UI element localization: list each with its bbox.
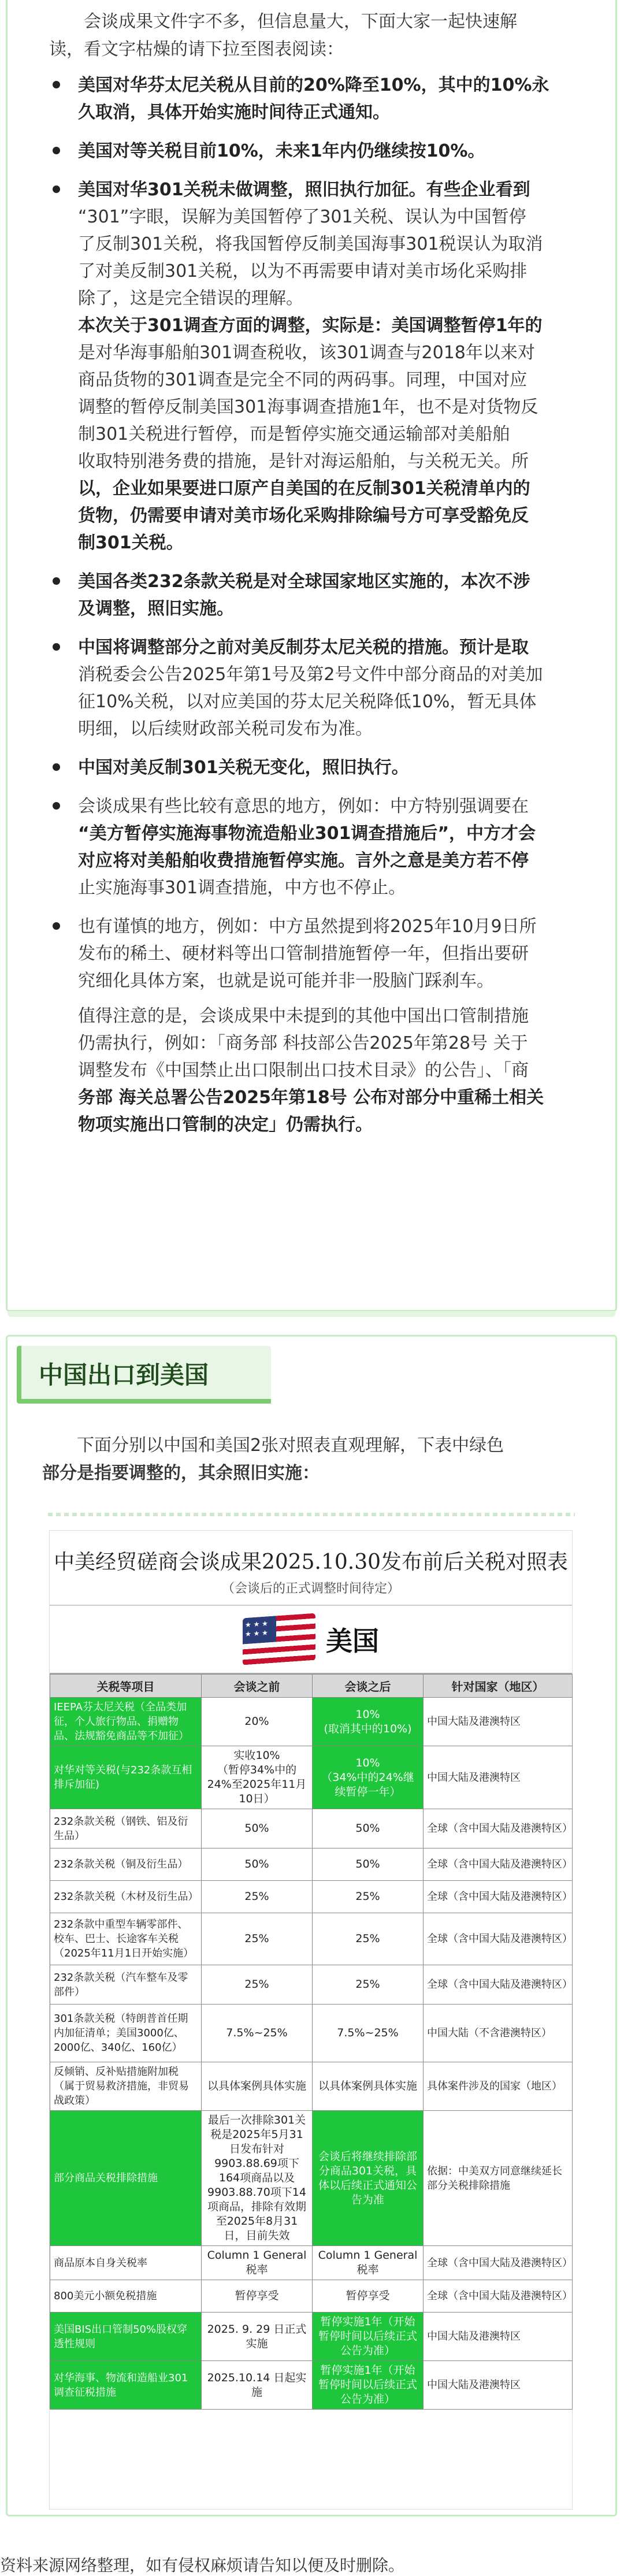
note-line: 务部 海关总署公告2025年第18号 公布对部分中重稀土相关 <box>78 1087 544 1108</box>
table-cell-region: 全球（含中国大陆及港澳特区） <box>424 1965 573 2005</box>
table-cell-before: 20% <box>202 1698 313 1746</box>
table-cell-item: 美国BIS出口管制50%股权穿透性规则 <box>50 2313 202 2361</box>
table-cell-before: 7.5%~25% <box>202 2005 313 2062</box>
dotted-divider <box>48 1513 575 1516</box>
table-row <box>50 2313 573 2361</box>
table-cell-before: Column 1 General税率 <box>202 2246 313 2280</box>
table-cell-region: 全球（含中国大陆及港澳特区） <box>424 1849 573 1881</box>
bullet-line: 本次关于301调查方面的调整，实际是：美国调整暂停1年的 <box>78 315 543 336</box>
table-row <box>50 1881 573 1913</box>
table-row <box>50 2280 573 2313</box>
table-row <box>50 2111 573 2246</box>
table-row <box>50 1965 573 2005</box>
table-cell-region: 中国大陆及港澳特区 <box>424 1698 573 1746</box>
bullet-item <box>49 568 575 622</box>
table-row <box>50 2246 573 2280</box>
table-cell-before: 25% <box>202 1965 313 2005</box>
country-header <box>50 1606 572 1674</box>
table-cell-region: 全球（含中国大陆及港澳特区） <box>424 2280 573 2313</box>
table-cell-item: 商品原本自身关税率 <box>50 2246 202 2280</box>
bullet-line: 除了，这是完全错误的理解。 <box>78 288 303 309</box>
bullet-line: 也有谨慎的地方，例如：中方虽然提到将2025年10月9日所 <box>78 916 537 937</box>
bullet-line: 止实施海事301调查措施，中方也不停止。 <box>78 878 406 898</box>
bullet-item <box>49 634 575 743</box>
bullet-dot-icon <box>53 643 60 651</box>
bullet-line: 及调整，照旧实施。 <box>78 599 234 619</box>
table-cell-item: 232条款中重型车辆零部件、校车、巴士、长途客车关税（2025年11月1日开始实施） <box>50 1913 202 1965</box>
bullet-line: 征10%关税，以对应美国的芬太尼关税降低10%，暂无具体 <box>78 692 537 712</box>
bullet-line: 消税委会公告2025年第1号及第2号文件中部分商品的对美加 <box>78 665 543 685</box>
footer-note: 资料来源网络整理，如有侵权麻烦请告知以便及时删除。 <box>0 2556 405 2575</box>
table-cell-before: 最后一次排除301关税是2025年5月31日发布针对9903.88.69项下164项商品以及9903.88.70项下14项商品，排除有效期至2025年8月31日，目前失效 <box>202 2111 313 2246</box>
table-cell-item: 232条款关税（木材及衍生品） <box>50 1881 202 1913</box>
section-title: 中国出口到美国 <box>39 1361 209 1389</box>
note-line: 仍需执行，例如：「商务部 科技部公告2025年第28号 关于 <box>78 1033 528 1053</box>
bullet-line: 制301关税进行暂停，而是暂停实施交通运输部对美船舶 <box>78 424 510 444</box>
table-row <box>50 1849 573 1881</box>
table-cell-item: 232条款关税（铜及衍生品） <box>50 1849 202 1881</box>
table-cell-after: 暂停实施1年（开始暂停时间以后续正式公告为准） <box>313 2313 424 2361</box>
table-cell-region: 依据：中美双方同意继续延长部分关税排除措施 <box>424 2111 573 2246</box>
table-cell-after: Column 1 General税率 <box>313 2246 424 2280</box>
table-cell-after: 暂停实施1年（开始暂停时间以后续正式公告为准） <box>313 2361 424 2410</box>
table-subtitle: （会谈后的正式调整时间待定） <box>221 1582 400 1596</box>
bullet-line: 美国对等关税目前10%，未来1年内仍继续按10%。 <box>78 141 485 161</box>
note-paragraph <box>49 1003 575 1138</box>
table-row <box>50 1746 573 1809</box>
bullet-dot-icon <box>53 922 60 930</box>
bullet-line: 制301关税。 <box>78 533 184 553</box>
table-cell-before: 25% <box>202 1881 313 1913</box>
bullet-line: 明细，以后续财政部关税司发布为准。 <box>78 719 373 739</box>
table-cell-before: 以具体案例具体实施 <box>202 2062 313 2111</box>
note-line: 调整发布《中国禁止出口限制出口技术目录》的公告」、「商 <box>78 1060 529 1081</box>
bullet-dot-icon <box>53 147 60 154</box>
table-cell-after: 25% <box>313 1913 424 1965</box>
bullet-item <box>49 793 575 901</box>
section-tag <box>17 1346 271 1404</box>
column-header: 会谈之前 <box>202 1675 313 1698</box>
table-cell-after: 50% <box>313 1809 424 1849</box>
table-cell-item: 232条款关税（汽车整车及零部件） <box>50 1965 202 2005</box>
bullet-dot-icon <box>53 185 60 193</box>
table-title-block <box>50 1531 572 1606</box>
table-cell-item: IEEPA芬太尼关税（全品类加征，个人旅行物品、捐赠物品、法规豁免商品等不加征） <box>50 1698 202 1746</box>
bullet-line: 美国对华301关税未做调整，照旧执行加征。有些企业看到 <box>78 180 530 200</box>
bullet-line: 了对美反制301关税，以为不再需要申请对美市场化采购排 <box>78 261 528 281</box>
bullet-list <box>49 72 575 994</box>
table-cell-after: 25% <box>313 1965 424 2005</box>
bullet-line: “美方暂停实施海事物流造船业301调查措施后”，中方才会 <box>78 823 536 844</box>
bullet-item <box>49 138 575 165</box>
column-header: 针对国家（地区） <box>424 1675 573 1698</box>
table-row <box>50 1913 573 1965</box>
intro-paragraph <box>49 0 575 64</box>
table-cell-after: 会谈后将继续排除部分商品301关税，具体以后续正式通知公告为准 <box>313 2111 424 2246</box>
bullet-dot-icon <box>53 802 60 810</box>
table-cell-after: 50% <box>313 1849 424 1881</box>
column-header: 会谈之后 <box>313 1675 424 1698</box>
intro-line: 会谈成果文件字不多，但信息量大，下面大家一起快速解 <box>84 12 517 32</box>
rates-table <box>50 1674 573 2410</box>
bullet-line: 以，企业如果要进口原产自美国的在反制301关税清单内的 <box>78 478 530 499</box>
bullet-line: 商品货物的301调查是完全不同的两码事。同理，中国对应 <box>78 370 528 390</box>
table-cell-after: 以具体案例具体实施 <box>313 2062 424 2111</box>
table-cell-item: 对华对等关税(与232条款互相排斥加征) <box>50 1746 202 1809</box>
bullet-line: 了反制301关税，将我国暂停反制美国海事301税误认为取消 <box>78 234 543 254</box>
bullet-dot-icon <box>53 81 60 88</box>
table-cell-region: 中国大陆及港澳特区 <box>424 2313 573 2361</box>
bullet-line: 收取特别港务费的措施，是针对海运船舶，与关税无关。所 <box>78 451 529 472</box>
bullet-item <box>49 754 575 781</box>
table-cell-before: 实收10% （暂停34%中的24%至2025年11月10日） <box>202 1746 313 1809</box>
bullet-line: “301”字眼，误解为美国暂停了301关税、误认为中国暂停 <box>78 207 526 227</box>
bullet-dot-icon <box>53 763 60 771</box>
bullet-dot-icon <box>53 577 60 585</box>
country-name: 美国 <box>326 1625 379 1657</box>
section-paragraph <box>42 1432 585 1487</box>
bullet-line: 久取消，具体开始实施时间待正式通知。 <box>78 102 390 123</box>
bullet-item <box>49 913 575 994</box>
note-line: 物项实施出口管制的决定」仍需执行。 <box>78 1115 373 1135</box>
table-cell-before: 50% <box>202 1849 313 1881</box>
table-cell-item: 232条款关税（钢铁、铝及衍生品） <box>50 1809 202 1849</box>
table-cell-before: 25% <box>202 1913 313 1965</box>
table-title: 中美经贸磋商会谈成果2025.10.30发布前后关税对照表 <box>53 1550 569 1574</box>
table-cell-region: 全球（含中国大陆及港澳特区） <box>424 2246 573 2280</box>
table-cell-after: 10% (取消其中的10%) <box>313 1698 424 1746</box>
bullet-line: 中国对美反制301关税无变化，照旧执行。 <box>78 758 409 778</box>
bullet-line: 会谈成果有些比较有意思的地方，例如：中方特别强调要在 <box>78 796 529 816</box>
table-cell-region: 中国大陆（不含港澳特区） <box>424 2005 573 2062</box>
intro-line: 读，看文字枯燥的请下拉至图表阅读： <box>49 39 344 60</box>
bullet-line: 美国各类232条款关税是对全球国家地区实施的，本次不涉 <box>78 571 530 592</box>
table-cell-after: 暂停享受 <box>313 2280 424 2313</box>
bullet-line: 发布的稀土、硬材料等出口管制措施暂停一年，但指出要研 <box>78 944 529 964</box>
bullet-line: 美国对华芬太尼关税从目前的20%降至10%，其中的10%永 <box>78 75 549 95</box>
bullet-item <box>49 176 575 556</box>
bullet-line: 对应将对美船舶收费措施暂停实施。言外之意是美方若不停 <box>78 851 529 871</box>
table-row <box>50 2062 573 2111</box>
table-cell-region: 中国大陆及港澳特区 <box>424 1746 573 1809</box>
tariff-comparison-table <box>49 1530 573 2510</box>
table-cell-after: 10% （34%中的24%继续暂停一年） <box>313 1746 424 1809</box>
table-header-row <box>50 1675 573 1698</box>
table-cell-item: 301条款关税（特朗普首任期内加征清单；美国3000亿、2000亿、340亿、160亿） <box>50 2005 202 2062</box>
table-cell-after: 7.5%~25% <box>313 2005 424 2062</box>
summary-card <box>6 0 617 1312</box>
table-row <box>50 2005 573 2062</box>
table-cell-region: 中国大陆及港澳特区 <box>424 2361 573 2410</box>
table-cell-before: 暂停享受 <box>202 2280 313 2313</box>
table-cell-region: 全球（含中国大陆及港澳特区） <box>424 1881 573 1913</box>
table-cell-region: 全球（含中国大陆及港澳特区） <box>424 1913 573 1965</box>
table-cell-after: 25% <box>313 1881 424 1913</box>
bullet-line: 究细化具体方案，也就是说可能并非一股脑门踩刹车。 <box>78 971 494 991</box>
table-cell-before: 2025. 9. 29 日正式实施 <box>202 2313 313 2361</box>
note-line: 值得注意的是，会谈成果中未提到的其他中国出口管制措施 <box>78 1006 529 1026</box>
table-cell-item: 部分商品关税排除措施 <box>50 2111 202 2246</box>
us-flag-icon <box>243 1613 315 1666</box>
table-cell-before: 2025.10.14 日起实施 <box>202 2361 313 2410</box>
para-line: 部分是指要调整的，其余照旧实施： <box>42 1463 320 1483</box>
para-line: 下面分别以中国和美国2张对照表直观理解，下表中绿色 <box>77 1435 504 1456</box>
column-header: 关税等项目 <box>50 1675 202 1698</box>
table-cell-region: 全球（含中国大陆及港澳特区） <box>424 1809 573 1849</box>
table-row <box>50 2361 573 2410</box>
tag-underline <box>21 1399 271 1404</box>
table-row <box>50 1698 573 1746</box>
bullet-line: 是对华海事船舶301调查税收，该301调查与2018年以来对 <box>78 343 535 363</box>
bullet-line: 调整的暂停反制美国301海事调查措施1年，也不是对货物反 <box>78 397 538 417</box>
table-cell-item: 反倾销、反补贴措施附加税（属于贸易救济措施，非贸易战政策） <box>50 2062 202 2111</box>
bullet-line: 货物，仍需要申请对美市场化采购排除编号方可享受豁免反 <box>78 506 529 526</box>
table-cell-item: 对华海事、物流和造船业301调查征税措施 <box>50 2361 202 2410</box>
table-cell-region: 具体案件涉及的国家（地区） <box>424 2062 573 2111</box>
table-cell-before: 50% <box>202 1809 313 1849</box>
bullet-line: 中国将调整部分之前对美反制芬太尼关税的措施。预计是取 <box>78 637 529 658</box>
bullet-item <box>49 72 575 126</box>
table-cell-item: 800美元小额免税措施 <box>50 2280 202 2313</box>
table-row <box>50 1809 573 1849</box>
export-to-us-card <box>6 1335 617 2516</box>
